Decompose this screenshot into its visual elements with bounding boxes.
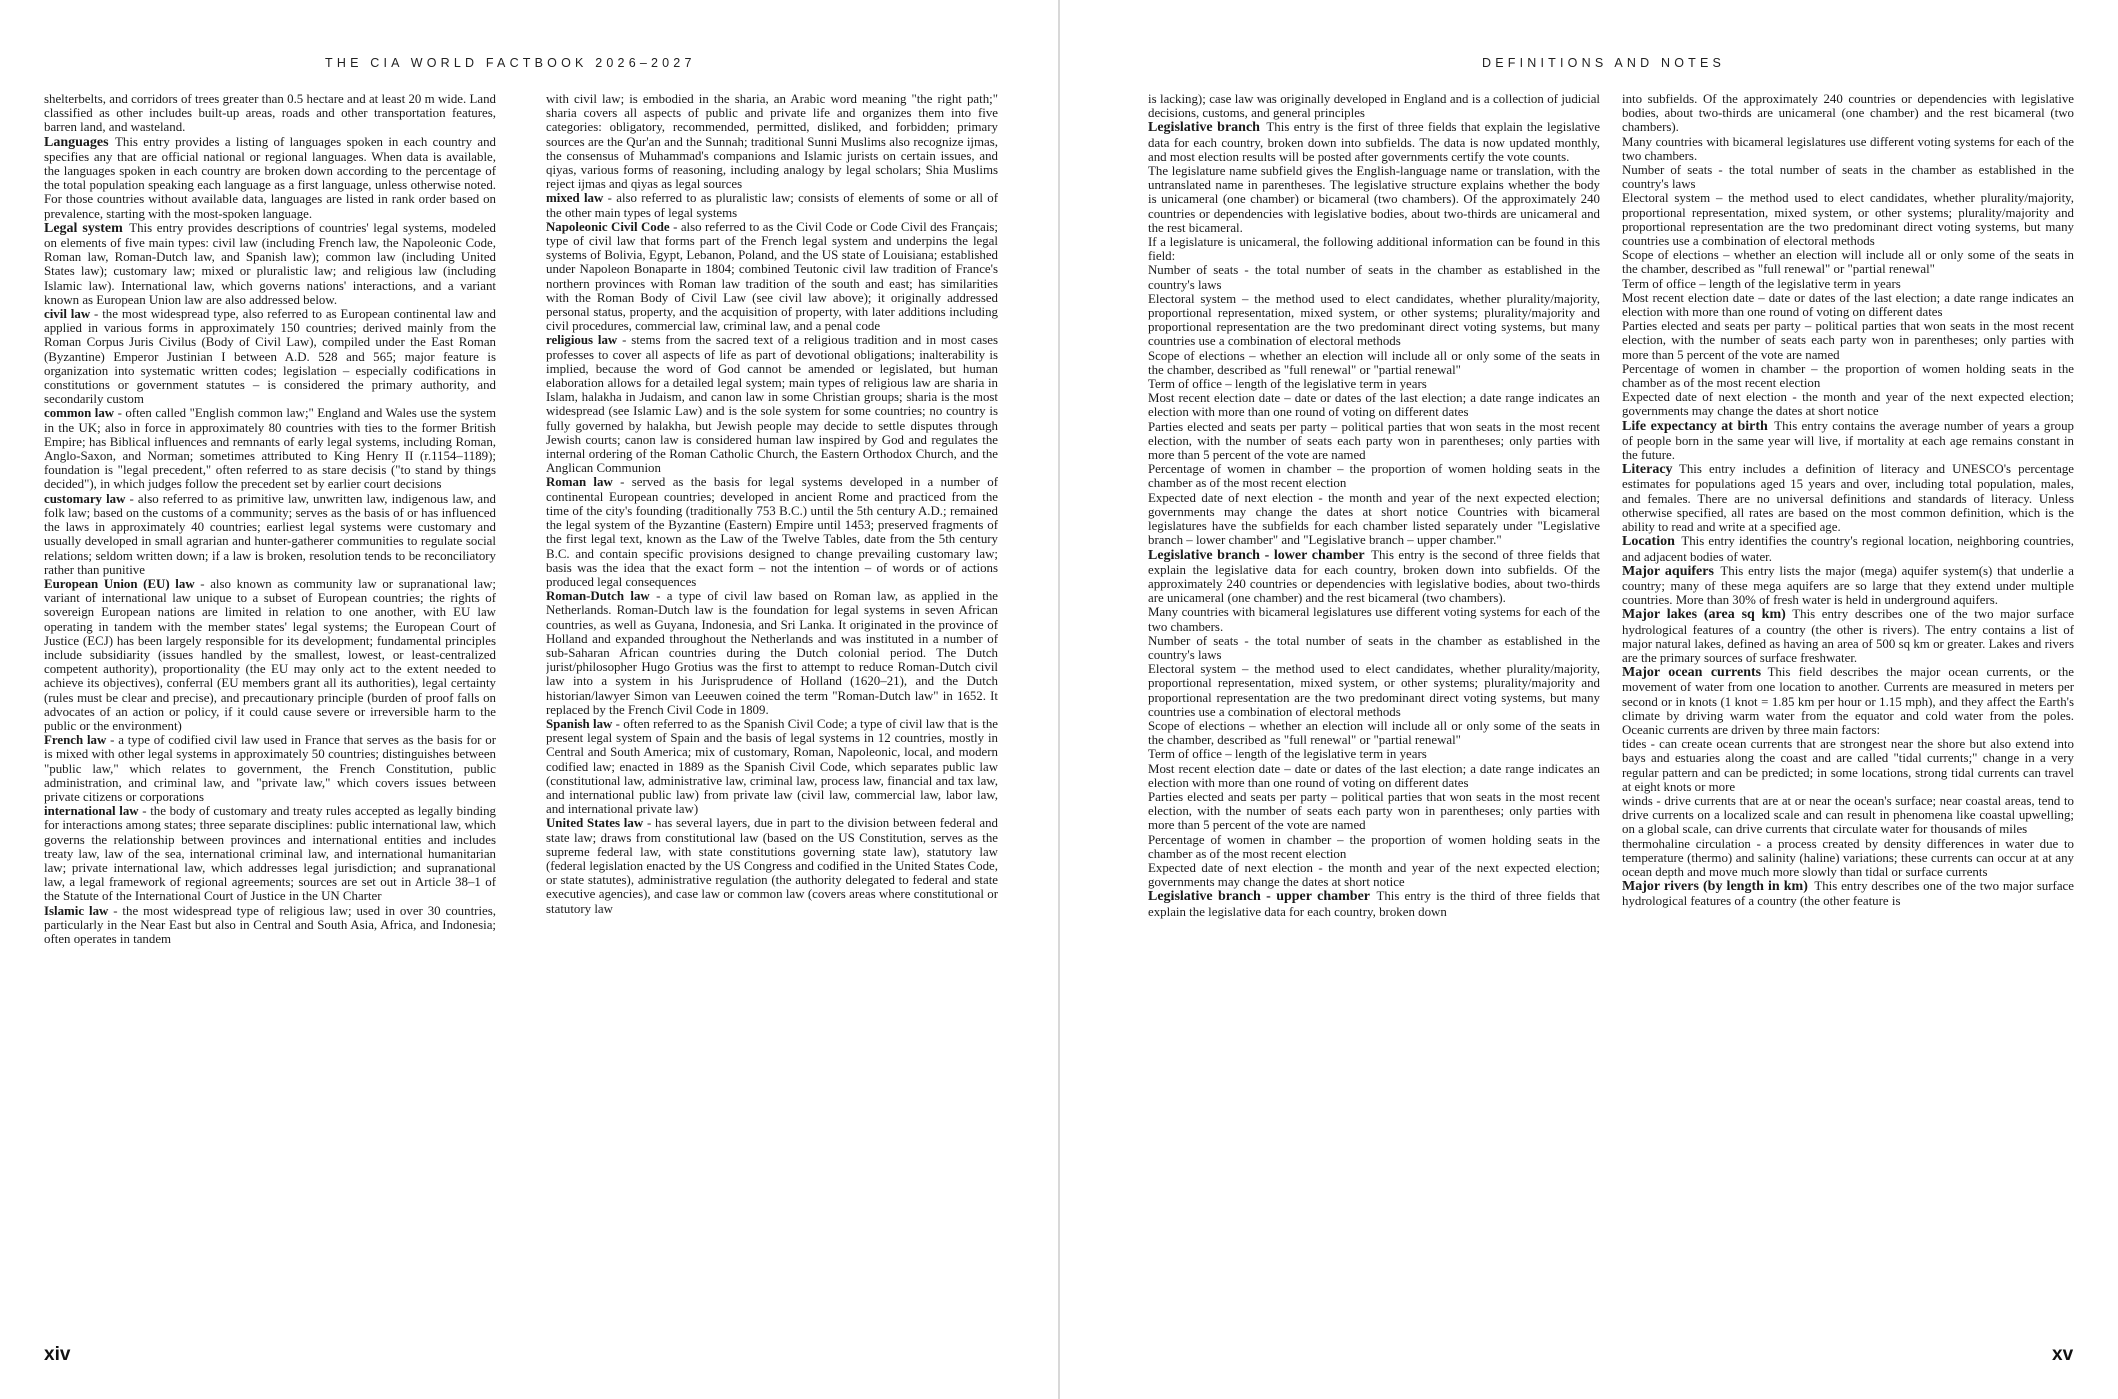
entry-text: This entry includes a definition of literacy and UNESCO's percentage estimates for populations aged 15 years and over, including total population, males, and females. There are no universal definitions and standards of literacy. Unless otherwise specified, all rates are based on the most common definition, which is the ability to read and write at a specified age. [1622,462,2074,535]
subfield-line: The legislature name subfield gives the English-language name or translation, with the untranslated name in parentheses. The legislative structure explains whether the body is unicameral (one chamber) or bicameral (two chambers). Of the approximately 240 countries or dependencies with legislative bodies, about two-thirds are unicameral and the rest bicameral. [1148,164,1600,235]
entry-text: This entry describes one of the two major surface hydrological features of a country (the other feature is [1622,879,2074,909]
sub-subfield-line: tides - can create ocean currents that are strongest near the shore but also extend into bays and estuaries along the coast and are called "tidal currents;" change in a very regular pattern and can be predicted; in some locations, strong tidal currents can travel at eight knots or more [1622,737,2074,794]
continued-text: with civil law; is embodied in the sharia, an Arabic word meaning "the right path;" sharia covers all aspects of public and private life and organizes them into five categories: obligatory, recommended, permitted, disliked, and forbidden; primary sources are the Qur'an and the Sunnah; traditional Sunni Muslims also recognize ijmas, the consensus of Muhammad's companions and Islamic jurists on certain issues, and qiyas, various forms of reasoning, including analogy by legal scholars; Shia Muslims reject ijmas and qiyas as legal sources [546,92,998,192]
subfield-line: Number of seats - the total number of seats in the chamber as established in the country's laws [1148,633,1600,662]
subfield-line: Parties elected and seats per party – political parties that won seats in the most recent election, with the number of seats each party won in parentheses; only parties with more than 5 percent of the vote are named [1148,789,1600,833]
sub-entry-term: mixed law [546,191,604,206]
sub-entry-term: religious law [546,333,618,348]
sub-subfield-line: winds - drive currents that are at or near the ocean's surface; near coastal areas, tend to drive currents on a localized scale and can result in phenomena like coastal upwelling; on a global scale, can drive currents that circulate water for thousands of miles [1622,793,2074,837]
subfield-line: Most recent election date – date or dates of the last election; a date range indicates an election with more than one round of voting on different dates [1148,761,1600,790]
entry-heading: Location [1622,534,1675,550]
subfield-line: Term of office – length of the legislative term in years [1622,276,1901,291]
subfield-line: Scope of elections – whether an election will include all or only some of the seats in the chamber, described as "full renewal" or "partial renewal" [1148,348,1600,377]
subfield-line: Expected date of next election - the month and year of the next expected election; governments may change the dates at short notice [1622,390,2074,419]
sub-entry [44,904,496,947]
entry-heading: Major lakes (area sq km) [1622,607,1786,623]
sub-entry-term: customary law [44,491,126,506]
entry-paragraph [1148,120,1600,164]
entry-paragraph [1622,665,2074,737]
continued-text: is lacking); case law was originally developed in England and is a collection of judicial decisions, customs, and general principles [1148,92,1600,121]
sub-entry [546,191,998,219]
sub-entry-term: Roman law [546,475,613,490]
entry-heading: Legislative branch - upper chamber [1148,889,1370,905]
entry-text: This entry contains the average number of years a group of people born in the same year will live, if mortality at each age remains constant in the future. [1622,418,2074,463]
sub-entry-text: - also referred to as pluralistic law; consists of elements of some or all of the other main types of legal systems [546,191,998,220]
subfield-line: Parties elected and seats per party – political parties that won seats in the most recent election, with the number of seats each party won in parentheses; only parties with more than 5 percent of the vote are named [1622,319,2074,362]
subfield-line: Percentage of women in chamber – the proportion of women holding seats in the chamber as of the most recent election [1622,361,2074,391]
entry-paragraph [1148,889,1600,918]
column-2 [546,92,998,1340]
body-paragraph: into subfields. Of the approximately 240 countries or dependencies with legislative bodies, about two-thirds are unicameral (one chamber) and the rest bicameral (two chambers). [1622,92,2074,135]
sub-entry-text: - the most widespread type of religious law; used in over 30 countries, particularly in the Near East but also in Central and South Asia, Africa, and Indonesia; often operates in tandem [44,903,496,946]
subfield-line: Number of seats - the total number of seats in the chamber as established in the country's laws [1148,263,1600,292]
subfield-line: Many countries with bicameral legislatures use different voting systems for each of the two chambers. [1622,134,2074,163]
entry-text: This entry is the first of three fields that explain the legislative data for each country, broken down into subfields. The data is now updated monthly, and most election results will be posted after governments certify the vote counts. [1148,120,1600,164]
sub-entry-text: - often called "English common law;" England and Wales use the system in the UK; also in force in approximately 80 countries with ties to the former British Empire; has Biblical influences and remnants of early legal systems, including Roman, Anglo-Saxon, and Norman; sometimes attributed to King Henry II (r.1154–1189); foundation is "legal precedent," often referred to as stare decisis ("to stand by things decided"), in which judges follow the precedent set by earlier court decisions [44,406,496,492]
sub-entry-term: international law [44,804,139,819]
sub-entry-term: European Union (EU) law [44,576,195,591]
entry-heading: Life expectancy at birth [1622,418,1768,434]
entry-text: This field describes the major ocean currents, or the movement of water from one location to another. Currents are measured in meters per second or in knots (1 knot = 1.85 km per hour or 1.15 mph), and they affect the Earth's climate by driving warm water from the equator and cold water from the poles. Oceanic currents are driven by three main factors: [1622,665,2074,737]
entry-heading: Literacy [1622,462,1673,478]
column-4 [1622,92,2074,1340]
left-running-head: THE CIA WORLD FACTBOOK 2026–2027 [325,56,696,70]
subfield-line: Electoral system – the method used to elect candidates, whether plurality/majority, proportional representation, mixed system, or other systems; plurality/majority and proportional representation are the two predominant direct voting systems, but many countries use a combination of electoral methods [1148,662,1600,719]
column-1 [44,92,496,1340]
sub-entry-text: - stems from the sacred text of a religious tradition and in most cases professes to cover all aspects of life as part of devotional obligations; inalterability is implied, because the word of God cannot be amended or legislated, but human elaboration allows for a detailed legal system; main types of religious law are sharia in Islam, halakha in Judaism, and canon law in some Christian groups; sharia is the most widespread (see Islamic Law) and is the sole system for some countries; no country is fully governed by halakha, but Jewish people may decide to settle disputes through Jewish courts; canon law is considered human law inspired by God and regulates the internal ordering of the Roman Catholic Church, the Eastern Orthodox Church, and the Anglican Communion [546,333,998,476]
sub-entry-term: common law [44,406,115,421]
sub-subfield-line: thermohaline circulation - a process created by density differences in water due to temperature (thermo) and salinity (haline) variations; these currents can occur at at any ocean depth and move much more slowly than tidal or surface currents [1622,836,2074,879]
entry-paragraph [1622,607,2074,665]
sub-entry-text: - a type of civil law based on Roman law, as applied in the Netherlands. Roman-Dutch law is the foundation for legal systems in seven African countries, as well as Guyana, Indonesia, and Sri Lanka. It originated in the province of Holland and expanded throughout the Netherlands and was instituted in a number of sub-Saharan African countries during the Dutch colonial period. The Dutch jurist/philosopher Hugo Grotius was the first to attempt to reduce Roman-Dutch civil law into a system in his Jurisprudence of Holland (1620–21), and the Dutch historian/lawyer Simon van Leeuwen coined the term "Roman-Dutch law" in 1652. It replaced by the French Civil Code in 1809. [546,589,998,717]
sub-entry-text: - served as the basis for legal systems developed in a number of continental European countries; developed in ancient Rome and practiced from the time of the city's founding (traditionally 753 B.C.) until the 5th century A.D.; remained the legal system of the Byzantine (Eastern) Empire until 1453; preserved fragments of the first legal text, known as the Law of the Twelve Tables, date from the 5th century B.C. and contain specific provisions designed to change prevailing customary law; basis was the idea that the exact form – not the intention – of words or of actions produced legal consequences [546,475,998,589]
sub-entry [546,220,998,334]
subfield-line: Many countries with bicameral legislatures use different voting systems for each of the two chambers. [1148,605,1600,634]
sub-entry-term: Spanish law [546,716,613,731]
sub-entry-term: Islamic law [44,903,109,918]
entry-heading: Languages [44,134,109,150]
entry-heading: Major ocean currents [1622,665,1762,681]
gutter-divider [1058,0,1060,1399]
entry-text: This entry describes one of the two major surface hydrological features of a country (the other is rivers). The entry contains a list of major natural lakes, defined as having an area of 500 sq km or greater. Lakes and rivers are the primary sources of surface freshwater. [1622,607,2074,665]
sub-entry-text: - also referred to as the Civil Code or Code Civil des Français; type of civil law that forms part of the French legal system and underpins the legal systems of Bolivia, Egypt, Lebanon, Poland, and the US state of Louisiana; established under Napoleon Bonaparte in 1804; combined Teutonic civil law tradition of France's northern provinces with Roman law tradition of the south and east; has similarities with the Roman Body of Civil Law (see civil law above); it originally addressed personal status, property, and the acquisition of property, with later additions including civil procedures, commercial law, criminal law, and a penal code [546,219,998,334]
subfield-line: Scope of elections – whether an election will include all or only some of the seats in the chamber, described as "full renewal" or "partial renewal" [1622,248,2074,277]
entry-heading: Legal system [44,220,123,236]
subfield-line: Number of seats - the total number of seats in the chamber as established in the country's laws [1622,163,2074,192]
subfield-line: Expected date of next election - the month and year of the next expected election; governments may change the dates at short notice [1148,860,1600,890]
subfield-line: Percentage of women in chamber – the proportion of women holding seats in the chamber as of the most recent election [1148,462,1600,491]
entry-paragraph [44,221,496,307]
sub-entry [546,589,998,717]
sub-entry [44,577,496,733]
entry-paragraph [1622,564,2074,608]
subfield-line: Electoral system – the method used to elect candidates, whether plurality/majority, proportional representation, mixed system, or other systems; plurality/majority and proportional representation are the two predominant direct voting systems, but many countries use a combination of electoral methods [1148,291,1600,349]
sub-entry-term: civil law [44,307,91,322]
sub-entry [44,492,496,577]
sub-entry [546,333,998,475]
right-running-head: DEFINITIONS AND NOTES [1482,56,1726,70]
sub-entry-text: - also known as community law or supranational law; variant of international law unique to a subset of European countries; the rights of sovereign European nations are limited in relation to one another, with EU law operating in tandem with the member states' legal systems; the European Court of Justice (ECJ) has been largely responsible for its development; fundamental principles include subsidiarity (issues handled by the smallest, lowest, or least-centralized competent authority), proportionality (the EU may only act to the extent needed to achieve its objectives), conferral (EU members grant all its authorities), legal certainty (rules must be clear and precise), and precautionary principle (burden of proof falls on advocates of an action or policy, if it could cause severe or irreversible harm to the public or the environment) [44,576,496,733]
entry-text: This entry provides descriptions of countries' legal systems, modeled on elements of five main types: civil law (including French law, the Napoleonic Code, Roman law, Roman-Dutch law, and Spanish law); common law (including United States law); customary law; mixed or pluralistic law; and religious law (including Islamic law). International law, which governs nations' interactions, and a variant known as European Union law are also addressed below. [44,220,496,307]
entry-text: This entry identifies the country's regional location, neighboring countries, and adjacent bodies of water. [1622,534,2074,564]
entry-paragraph [1622,534,2074,563]
sub-entry-term: Roman-Dutch law [546,589,650,604]
sub-entry [44,733,496,804]
entry-text: This entry lists the major (mega) aquifer system(s) that underlie a country; many of these mega aquifers are so large that they extend under multiple countries. More than 30% of fresh water is held in underground aquifers. [1622,563,2074,608]
sub-entry-text: - the most widespread type, also referred to as European continental law and applied in various forms in approximately 150 countries; derived mainly from the Roman Corpus Juris Civilus (Body of Civil Law), compiled under the East Roman (Byzantine) Emperor Justinian I between A.D. 528 and 565; major feature is organization into systematic written codes; legislation – especially codifications in constitutions or government statutes – is considered the primary authority, and secondarily custom [44,307,496,407]
body-paragraph: shelterbelts, and corridors of trees greater than 0.5 hectare and at least 20 m wide. Land classified as other includes built-up areas, roads and other transportation features, barren land, and wasteland. [44,92,496,135]
sub-entry-text: - a type of codified civil law used in France that serves as the basis for or is mixed with other legal systems in approximately 50 countries; distinguishes between "public law," which relates to government, the French Constitution, public administration, and criminal law, and "private law," which covers issues between private citizens or corporations [44,733,496,804]
subfield-line: Parties elected and seats per party – political parties that won seats in the most recent election, with the number of seats each party won in parentheses; only parties with more than 5 percent of the vote are named [1148,419,1600,463]
right-folio: xv [2052,1344,2074,1365]
subfield-line: Percentage of women in chamber – the proportion of women holding seats in the chamber as of the most recent election [1148,832,1600,861]
subfield-line: Term of office – length of the legislative term in years [1148,377,1427,392]
sub-entry [546,717,998,816]
sub-entry [44,804,496,903]
sub-entry-term: United States law [546,816,644,831]
sub-entry-term: French law [44,733,107,748]
entry-paragraph [44,135,496,221]
sub-entry-text: - often referred to as the Spanish Civil Code; a type of civil law that is the present legal system of Spain and the basis of legal systems in 12 countries, mostly in Central and South America; mix of customary, Roman, Napoleonic, local, and modern codified law; enacted in 1889 as the Spanish Civil Code, which separates public law (constitutional law, administrative law, criminal law, process law, financial and tax law, and international public law) from private law (civil law, commercial law, labor law, and international private law) [546,716,998,817]
subfield-line: Most recent election date – date or dates of the last election; a date range indicates an election with more than one round of voting on different dates [1622,290,2074,320]
entry-heading: Major aquifers [1622,563,1714,579]
entry-text: This entry is the third of three fields that explain the legislative data for each country, broken down [1148,889,1600,919]
entry-heading: Legislative branch - lower chamber [1148,547,1365,563]
entry-paragraph [1148,548,1600,606]
subfield-line: Scope of elections – whether an election will include all or only some of the seats in the chamber, described as "full renewal" or "partial renewal" [1148,718,1600,748]
subfield-line: Most recent election date – date or dates of the last election; a date range indicates an election with more than one round of voting on different dates [1148,391,1600,420]
subfield-line: Electoral system – the method used to elect candidates, whether plurality/majority, proportional representation, mixed system, or other systems; plurality/majority and proportional representation are the two predominant direct voting systems, but many countries use a combination of electoral methods [1622,191,2074,249]
subfield-line: Expected date of next election - the month and year of the next expected election; governments may change the dates at short notice Countries with bicameral legislatures have the subfields for each chamber listed separately under "Legislative branch – lower chamber" and "Legislative branch – upper chamber." [1148,490,1600,548]
entry-text: This entry provides a listing of languages spoken in each country and specifies any that are official national or regional languages. When data is available, the languages spoken in each country are broken down according to the percentage of the total population speaking each language as a first language, unless otherwise noted. For those countries without available data, languages are listed in rank order based on prevalence, starting with the most-spoken language. [44,134,496,221]
entry-paragraph [1622,462,2074,534]
sub-entry-term: Napoleonic Civil Code [546,219,670,234]
entry-heading: Major rivers (by length in km) [1622,879,1808,895]
sub-entry [546,816,998,915]
entry-heading: Legislative branch [1148,120,1260,136]
entry-paragraph [1622,879,2074,908]
subfield-line: If a legislature is unicameral, the following additional information can be found in this field: [1148,235,1600,264]
sub-entry-text: - the body of customary and treaty rules accepted as legally binding for interactions among states; three separate disciplines: public international law, which governs the relationship between provinces and international entities and includes treaty law, law of the sea, international criminal law, and international humanitarian law; private international law, which addresses legal jurisdiction; and supranational law, a legal framework of regional agreements; sources are set out in Article 38–1 of the Statute of the International Court of Justice in the UN Charter [44,804,496,904]
subfield-line: Term of office – length of the legislative term in years [1148,747,1427,762]
sub-entry-text: - has several layers, due in part to the division between federal and state law; draws from constitutional law (based on the US Constitution, serves as the supreme federal law, with state constitutions governing state law), statutory law (federal legislation enacted by the US Congress and codified in the United States Code, or state statutes), administrative regulation (the authority delegated to federal and state executive agencies), and case law or common law (covers areas where constitutional or statutory law [546,816,998,916]
left-folio: xiv [44,1344,71,1365]
sub-entry [44,307,496,406]
entry-paragraph [1622,419,2074,463]
sub-entry [44,406,496,491]
sub-entry-text: - also referred to as primitive law, unwritten law, indigenous law, and folk law; based on the customs of a community; serves as the basis of or has influenced the laws in approximately 40 countries; earliest legal systems were customary and usually developed in small agrarian and hunter-gatherer communities to regulate social relations; seldom written down; if a law is broken, resolution tends to be reconciliatory rather than punitive [44,491,496,577]
entry-text: This entry is the second of three fields that explain the legislative data for each country, broken down into subfields. Of the approximately 240 countries or dependencies with legislative bodies, about two-thirds are unicameral (one chamber) and the rest bicameral (two chambers). [1148,547,1600,606]
column-3 [1148,92,1600,1340]
sub-entry [546,475,998,589]
